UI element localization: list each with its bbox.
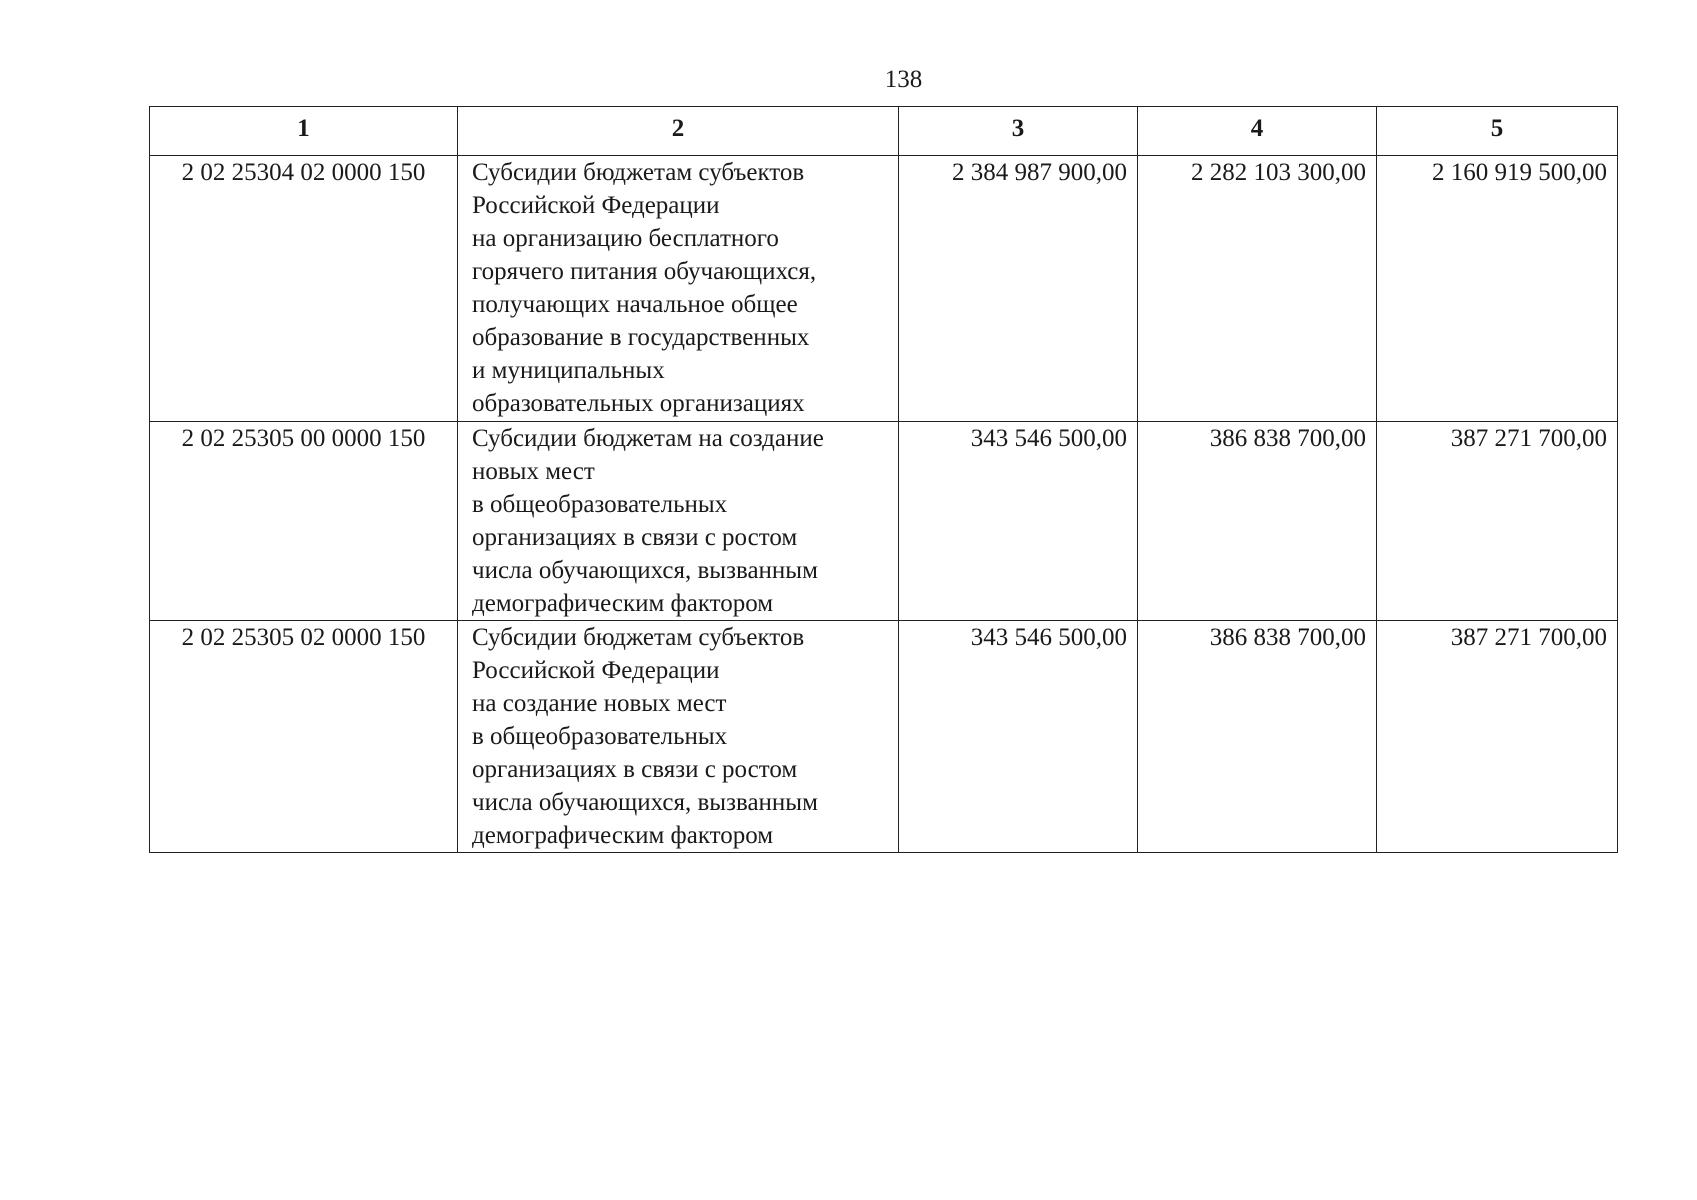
- description-line: Российской Федерации: [472, 657, 720, 684]
- description-line: Субсидии бюджетам субъектов: [472, 624, 805, 651]
- budget-code: 2 02 25304 02 0000 150: [150, 156, 458, 422]
- table-row: [150, 422, 1618, 621]
- budget-table: [149, 106, 1618, 853]
- budget-code: 2 02 25305 02 0000 150: [150, 621, 458, 853]
- description-line: Российской Федерации: [472, 192, 720, 219]
- column-header-2: 2: [458, 107, 899, 156]
- description-line: горячего питания обучающихся,: [472, 258, 817, 285]
- column-header-1: 1: [150, 107, 458, 156]
- description-line: на организацию бесплатного: [472, 225, 779, 252]
- description-line: получающих начальное общее: [472, 291, 798, 318]
- page-number: 138: [884, 66, 923, 93]
- description-line: организациях в связи с ростом: [472, 524, 798, 551]
- description: [458, 621, 899, 853]
- amount-column-3: 2 384 987 900,00: [899, 156, 1138, 422]
- description-line: организациях в связи с ростом: [472, 756, 798, 783]
- column-header-5: 5: [1377, 107, 1618, 156]
- description-line: Субсидии бюджетам на создание: [472, 425, 824, 452]
- column-header-3: 3: [899, 107, 1138, 156]
- amount-column-4: 2 282 103 300,00: [1138, 156, 1377, 422]
- header-row: [150, 107, 1618, 156]
- amount-column-4: 386 838 700,00: [1138, 422, 1377, 621]
- description-line: числа обучающихся, вызванным: [472, 789, 818, 816]
- description-line: числа обучающихся, вызванным: [472, 557, 818, 584]
- budget-code: 2 02 25305 00 0000 150: [150, 422, 458, 621]
- column-header-4: 4: [1138, 107, 1377, 156]
- description-line: образовательных организациях: [472, 390, 805, 417]
- amount-column-5: 2 160 919 500,00: [1377, 156, 1618, 422]
- table-row: [150, 156, 1618, 422]
- description: [458, 156, 899, 422]
- description-line: демографическим фактором: [472, 590, 774, 617]
- amount-column-4: 386 838 700,00: [1138, 621, 1377, 853]
- amount-column-3: 343 546 500,00: [899, 422, 1138, 621]
- description-line: в общеобразовательных: [472, 491, 728, 518]
- description-line: новых мест: [472, 458, 595, 485]
- description-line: Субсидии бюджетам субъектов: [472, 159, 805, 186]
- description: [458, 422, 899, 621]
- description-line: демографическим фактором: [472, 822, 774, 849]
- amount-column-5: 387 271 700,00: [1377, 422, 1618, 621]
- description-line: на создание новых мест: [472, 690, 727, 717]
- table-row: [150, 621, 1618, 853]
- amount-column-5: 387 271 700,00: [1377, 621, 1618, 853]
- description-line: в общеобразовательных: [472, 723, 728, 750]
- description-line: образование в государственных: [472, 324, 810, 351]
- amount-column-3: 343 546 500,00: [899, 621, 1138, 853]
- description-line: и муниципальных: [472, 357, 665, 384]
